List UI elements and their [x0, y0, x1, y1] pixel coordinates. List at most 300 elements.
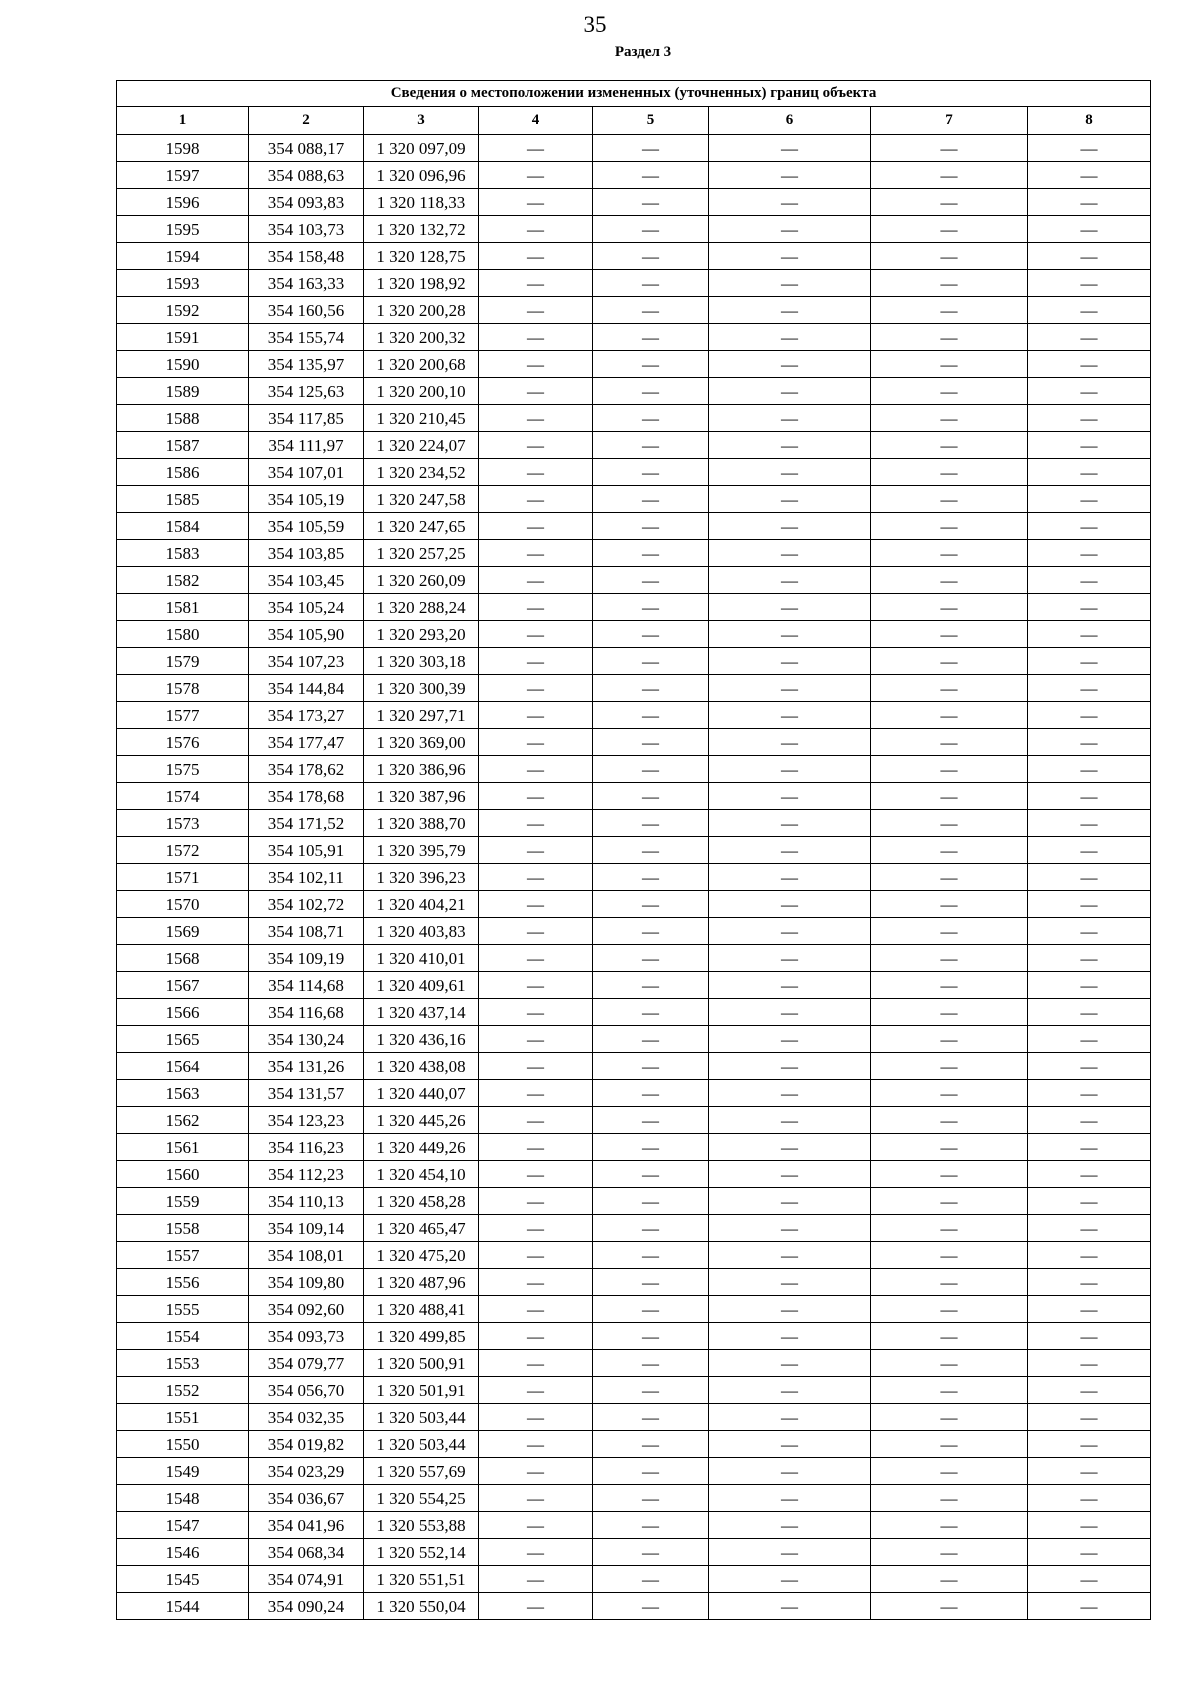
empty-value-cell: —	[709, 810, 871, 837]
empty-value-cell: —	[593, 1134, 709, 1161]
empty-value-cell: —	[871, 432, 1028, 459]
empty-value-cell: —	[479, 162, 593, 189]
y-coordinate-cell: 1 320 454,10	[364, 1161, 479, 1188]
empty-value-cell: —	[479, 378, 593, 405]
column-header-row	[117, 107, 1151, 135]
empty-value-cell: —	[593, 1404, 709, 1431]
empty-value-cell: —	[1028, 1377, 1151, 1404]
empty-value-cell: —	[1028, 243, 1151, 270]
empty-value-cell: —	[479, 513, 593, 540]
empty-value-cell: —	[871, 621, 1028, 648]
y-coordinate-cell: 1 320 409,61	[364, 972, 479, 999]
empty-value-cell: —	[1028, 459, 1151, 486]
point-number-cell: 1568	[117, 945, 249, 972]
empty-value-cell: —	[871, 1512, 1028, 1539]
empty-value-cell: —	[871, 486, 1028, 513]
empty-value-cell: —	[871, 1188, 1028, 1215]
empty-value-cell: —	[1028, 1404, 1151, 1431]
x-coordinate-cell: 354 109,80	[249, 1269, 364, 1296]
empty-value-cell: —	[593, 378, 709, 405]
point-number-cell: 1586	[117, 459, 249, 486]
x-coordinate-cell: 354 105,19	[249, 486, 364, 513]
empty-value-cell: —	[871, 216, 1028, 243]
empty-value-cell: —	[1028, 1242, 1151, 1269]
empty-value-cell: —	[1028, 1593, 1151, 1620]
y-coordinate-cell: 1 320 475,20	[364, 1242, 479, 1269]
empty-value-cell: —	[871, 324, 1028, 351]
table-row	[117, 513, 1151, 540]
empty-value-cell: —	[593, 594, 709, 621]
empty-value-cell: —	[709, 972, 871, 999]
empty-value-cell: —	[871, 837, 1028, 864]
empty-value-cell: —	[709, 513, 871, 540]
table-row	[117, 1458, 1151, 1485]
empty-value-cell: —	[709, 891, 871, 918]
empty-value-cell: —	[709, 1296, 871, 1323]
empty-value-cell: —	[871, 1566, 1028, 1593]
point-number-cell: 1560	[117, 1161, 249, 1188]
empty-value-cell: —	[709, 864, 871, 891]
table-row	[117, 1593, 1151, 1620]
table-row	[117, 945, 1151, 972]
empty-value-cell: —	[593, 432, 709, 459]
empty-value-cell: —	[871, 1215, 1028, 1242]
y-coordinate-cell: 1 320 445,26	[364, 1107, 479, 1134]
x-coordinate-cell: 354 110,13	[249, 1188, 364, 1215]
table-row	[117, 351, 1151, 378]
empty-value-cell: —	[709, 756, 871, 783]
empty-value-cell: —	[871, 1242, 1028, 1269]
empty-value-cell: —	[479, 810, 593, 837]
point-number-cell: 1546	[117, 1539, 249, 1566]
y-coordinate-cell: 1 320 293,20	[364, 621, 479, 648]
x-coordinate-cell: 354 178,68	[249, 783, 364, 810]
empty-value-cell: —	[593, 756, 709, 783]
empty-value-cell: —	[1028, 810, 1151, 837]
empty-value-cell: —	[479, 783, 593, 810]
empty-value-cell: —	[479, 1161, 593, 1188]
x-coordinate-cell: 354 092,60	[249, 1296, 364, 1323]
empty-value-cell: —	[1028, 999, 1151, 1026]
empty-value-cell: —	[1028, 918, 1151, 945]
empty-value-cell: —	[871, 567, 1028, 594]
x-coordinate-cell: 354 160,56	[249, 297, 364, 324]
empty-value-cell: —	[709, 918, 871, 945]
empty-value-cell: —	[593, 1431, 709, 1458]
empty-value-cell: —	[479, 1026, 593, 1053]
table-row	[117, 216, 1151, 243]
empty-value-cell: —	[1028, 189, 1151, 216]
empty-value-cell: —	[709, 729, 871, 756]
empty-value-cell: —	[593, 1080, 709, 1107]
empty-value-cell: —	[709, 1458, 871, 1485]
empty-value-cell: —	[1028, 621, 1151, 648]
empty-value-cell: —	[871, 648, 1028, 675]
table-row	[117, 297, 1151, 324]
y-coordinate-cell: 1 320 437,14	[364, 999, 479, 1026]
empty-value-cell: —	[593, 1350, 709, 1377]
empty-value-cell: —	[709, 459, 871, 486]
x-coordinate-cell: 354 108,01	[249, 1242, 364, 1269]
empty-value-cell: —	[593, 864, 709, 891]
column-header: 5	[593, 107, 709, 135]
table-row	[117, 1350, 1151, 1377]
table-row	[117, 1134, 1151, 1161]
empty-value-cell: —	[1028, 216, 1151, 243]
empty-value-cell: —	[871, 999, 1028, 1026]
empty-value-cell: —	[709, 243, 871, 270]
point-number-cell: 1564	[117, 1053, 249, 1080]
y-coordinate-cell: 1 320 387,96	[364, 783, 479, 810]
point-number-cell: 1585	[117, 486, 249, 513]
empty-value-cell: —	[709, 1512, 871, 1539]
empty-value-cell: —	[709, 432, 871, 459]
empty-value-cell: —	[593, 243, 709, 270]
empty-value-cell: —	[1028, 1188, 1151, 1215]
point-number-cell: 1567	[117, 972, 249, 999]
column-header: 8	[1028, 107, 1151, 135]
empty-value-cell: —	[1028, 945, 1151, 972]
empty-value-cell: —	[593, 486, 709, 513]
empty-value-cell: —	[709, 702, 871, 729]
empty-value-cell: —	[593, 702, 709, 729]
point-number-cell: 1578	[117, 675, 249, 702]
empty-value-cell: —	[593, 972, 709, 999]
y-coordinate-cell: 1 320 128,75	[364, 243, 479, 270]
empty-value-cell: —	[1028, 567, 1151, 594]
y-coordinate-cell: 1 320 438,08	[364, 1053, 479, 1080]
empty-value-cell: —	[479, 837, 593, 864]
y-coordinate-cell: 1 320 198,92	[364, 270, 479, 297]
empty-value-cell: —	[871, 972, 1028, 999]
table-row	[117, 756, 1151, 783]
empty-value-cell: —	[479, 1350, 593, 1377]
point-number-cell: 1582	[117, 567, 249, 594]
empty-value-cell: —	[871, 378, 1028, 405]
empty-value-cell: —	[479, 1404, 593, 1431]
y-coordinate-cell: 1 320 557,69	[364, 1458, 479, 1485]
empty-value-cell: —	[1028, 513, 1151, 540]
table-row	[117, 162, 1151, 189]
x-coordinate-cell: 354 032,35	[249, 1404, 364, 1431]
y-coordinate-cell: 1 320 234,52	[364, 459, 479, 486]
boundary-coordinates-table	[116, 80, 1151, 1620]
table-row	[117, 567, 1151, 594]
point-number-cell: 1544	[117, 1593, 249, 1620]
table-row	[117, 1485, 1151, 1512]
y-coordinate-cell: 1 320 386,96	[364, 756, 479, 783]
empty-value-cell: —	[479, 1215, 593, 1242]
empty-value-cell: —	[1028, 756, 1151, 783]
point-number-cell: 1545	[117, 1566, 249, 1593]
table-row	[117, 702, 1151, 729]
empty-value-cell: —	[871, 1458, 1028, 1485]
y-coordinate-cell: 1 320 403,83	[364, 918, 479, 945]
empty-value-cell: —	[709, 1080, 871, 1107]
empty-value-cell: —	[871, 1593, 1028, 1620]
table-row	[117, 594, 1151, 621]
empty-value-cell: —	[1028, 648, 1151, 675]
point-number-cell: 1593	[117, 270, 249, 297]
empty-value-cell: —	[1028, 1053, 1151, 1080]
empty-value-cell: —	[709, 486, 871, 513]
point-number-cell: 1580	[117, 621, 249, 648]
table-row	[117, 837, 1151, 864]
empty-value-cell: —	[871, 1053, 1028, 1080]
table-row	[117, 972, 1151, 999]
y-coordinate-cell: 1 320 097,09	[364, 135, 479, 162]
empty-value-cell: —	[593, 1161, 709, 1188]
column-header: 2	[249, 107, 364, 135]
table-row	[117, 729, 1151, 756]
x-coordinate-cell: 354 108,71	[249, 918, 364, 945]
empty-value-cell: —	[1028, 486, 1151, 513]
empty-value-cell: —	[1028, 1485, 1151, 1512]
empty-value-cell: —	[479, 351, 593, 378]
x-coordinate-cell: 354 090,24	[249, 1593, 364, 1620]
empty-value-cell: —	[1028, 1512, 1151, 1539]
x-coordinate-cell: 354 117,85	[249, 405, 364, 432]
point-number-cell: 1574	[117, 783, 249, 810]
empty-value-cell: —	[871, 1404, 1028, 1431]
empty-value-cell: —	[593, 513, 709, 540]
y-coordinate-cell: 1 320 487,96	[364, 1269, 479, 1296]
empty-value-cell: —	[709, 270, 871, 297]
empty-value-cell: —	[709, 1269, 871, 1296]
point-number-cell: 1594	[117, 243, 249, 270]
empty-value-cell: —	[479, 243, 593, 270]
table-row	[117, 243, 1151, 270]
table-row	[117, 1512, 1151, 1539]
table-row	[117, 540, 1151, 567]
empty-value-cell: —	[871, 783, 1028, 810]
empty-value-cell: —	[479, 702, 593, 729]
point-number-cell: 1576	[117, 729, 249, 756]
x-coordinate-cell: 354 103,45	[249, 567, 364, 594]
empty-value-cell: —	[1028, 1215, 1151, 1242]
empty-value-cell: —	[593, 621, 709, 648]
table-row	[117, 1080, 1151, 1107]
empty-value-cell: —	[593, 1026, 709, 1053]
x-coordinate-cell: 354 105,91	[249, 837, 364, 864]
y-coordinate-cell: 1 320 410,01	[364, 945, 479, 972]
empty-value-cell: —	[709, 540, 871, 567]
point-number-cell: 1552	[117, 1377, 249, 1404]
column-header: 4	[479, 107, 593, 135]
empty-value-cell: —	[1028, 162, 1151, 189]
empty-value-cell: —	[593, 648, 709, 675]
empty-value-cell: —	[593, 1242, 709, 1269]
y-coordinate-cell: 1 320 500,91	[364, 1350, 479, 1377]
empty-value-cell: —	[593, 1539, 709, 1566]
y-coordinate-cell: 1 320 200,68	[364, 351, 479, 378]
y-coordinate-cell: 1 320 501,91	[364, 1377, 479, 1404]
x-coordinate-cell: 354 105,24	[249, 594, 364, 621]
x-coordinate-cell: 354 163,33	[249, 270, 364, 297]
empty-value-cell: —	[593, 1458, 709, 1485]
point-number-cell: 1595	[117, 216, 249, 243]
empty-value-cell: —	[1028, 972, 1151, 999]
empty-value-cell: —	[593, 1323, 709, 1350]
column-header: 1	[117, 107, 249, 135]
empty-value-cell: —	[593, 162, 709, 189]
empty-value-cell: —	[871, 864, 1028, 891]
empty-value-cell: —	[871, 1377, 1028, 1404]
empty-value-cell: —	[479, 972, 593, 999]
empty-value-cell: —	[709, 162, 871, 189]
table-row	[117, 1404, 1151, 1431]
point-number-cell: 1584	[117, 513, 249, 540]
empty-value-cell: —	[593, 540, 709, 567]
empty-value-cell: —	[479, 1485, 593, 1512]
empty-value-cell: —	[871, 675, 1028, 702]
empty-value-cell: —	[479, 324, 593, 351]
x-coordinate-cell: 354 123,23	[249, 1107, 364, 1134]
empty-value-cell: —	[709, 1026, 871, 1053]
empty-value-cell: —	[709, 1188, 871, 1215]
empty-value-cell: —	[479, 945, 593, 972]
point-number-cell: 1569	[117, 918, 249, 945]
empty-value-cell: —	[479, 1134, 593, 1161]
empty-value-cell: —	[709, 1485, 871, 1512]
x-coordinate-cell: 354 114,68	[249, 972, 364, 999]
table-row	[117, 486, 1151, 513]
empty-value-cell: —	[593, 189, 709, 216]
empty-value-cell: —	[1028, 1080, 1151, 1107]
point-number-cell: 1597	[117, 162, 249, 189]
empty-value-cell: —	[709, 1161, 871, 1188]
y-coordinate-cell: 1 320 550,04	[364, 1593, 479, 1620]
empty-value-cell: —	[709, 1053, 871, 1080]
x-coordinate-cell: 354 088,17	[249, 135, 364, 162]
point-number-cell: 1550	[117, 1431, 249, 1458]
empty-value-cell: —	[479, 999, 593, 1026]
empty-value-cell: —	[1028, 1323, 1151, 1350]
x-coordinate-cell: 354 079,77	[249, 1350, 364, 1377]
empty-value-cell: —	[709, 351, 871, 378]
x-coordinate-cell: 354 155,74	[249, 324, 364, 351]
x-coordinate-cell: 354 103,85	[249, 540, 364, 567]
point-number-cell: 1561	[117, 1134, 249, 1161]
empty-value-cell: —	[593, 1512, 709, 1539]
empty-value-cell: —	[1028, 864, 1151, 891]
empty-value-cell: —	[593, 918, 709, 945]
x-coordinate-cell: 354 116,68	[249, 999, 364, 1026]
empty-value-cell: —	[1028, 837, 1151, 864]
empty-value-cell: —	[871, 1323, 1028, 1350]
empty-value-cell: —	[593, 1296, 709, 1323]
empty-value-cell: —	[479, 1323, 593, 1350]
empty-value-cell: —	[479, 297, 593, 324]
x-coordinate-cell: 354 173,27	[249, 702, 364, 729]
empty-value-cell: —	[479, 567, 593, 594]
empty-value-cell: —	[709, 648, 871, 675]
empty-value-cell: —	[871, 945, 1028, 972]
table-row	[117, 1431, 1151, 1458]
point-number-cell: 1551	[117, 1404, 249, 1431]
y-coordinate-cell: 1 320 369,00	[364, 729, 479, 756]
empty-value-cell: —	[593, 1107, 709, 1134]
empty-value-cell: —	[709, 945, 871, 972]
table-row	[117, 324, 1151, 351]
empty-value-cell: —	[709, 1539, 871, 1566]
y-coordinate-cell: 1 320 210,45	[364, 405, 479, 432]
x-coordinate-cell: 354 131,26	[249, 1053, 364, 1080]
point-number-cell: 1558	[117, 1215, 249, 1242]
x-coordinate-cell: 354 116,23	[249, 1134, 364, 1161]
empty-value-cell: —	[871, 243, 1028, 270]
y-coordinate-cell: 1 320 554,25	[364, 1485, 479, 1512]
empty-value-cell: —	[593, 216, 709, 243]
empty-value-cell: —	[593, 1053, 709, 1080]
table-row	[117, 1269, 1151, 1296]
empty-value-cell: —	[479, 756, 593, 783]
empty-value-cell: —	[709, 297, 871, 324]
empty-value-cell: —	[593, 810, 709, 837]
empty-value-cell: —	[593, 567, 709, 594]
empty-value-cell: —	[479, 1188, 593, 1215]
empty-value-cell: —	[593, 1566, 709, 1593]
empty-value-cell: —	[709, 1593, 871, 1620]
table-caption: Сведения о местоположении измененных (уточненных) границ объекта	[117, 81, 1151, 107]
empty-value-cell: —	[871, 810, 1028, 837]
x-coordinate-cell: 354 041,96	[249, 1512, 364, 1539]
empty-value-cell: —	[593, 729, 709, 756]
x-coordinate-cell: 354 068,34	[249, 1539, 364, 1566]
empty-value-cell: —	[479, 135, 593, 162]
x-coordinate-cell: 354 023,29	[249, 1458, 364, 1485]
y-coordinate-cell: 1 320 488,41	[364, 1296, 479, 1323]
column-header: 3	[364, 107, 479, 135]
x-coordinate-cell: 354 093,73	[249, 1323, 364, 1350]
empty-value-cell: —	[1028, 1458, 1151, 1485]
y-coordinate-cell: 1 320 224,07	[364, 432, 479, 459]
empty-value-cell: —	[871, 513, 1028, 540]
table-row	[117, 648, 1151, 675]
empty-value-cell: —	[709, 1350, 871, 1377]
empty-value-cell: —	[871, 918, 1028, 945]
empty-value-cell: —	[1028, 702, 1151, 729]
empty-value-cell: —	[593, 1215, 709, 1242]
empty-value-cell: —	[1028, 297, 1151, 324]
y-coordinate-cell: 1 320 257,25	[364, 540, 479, 567]
table-row	[117, 405, 1151, 432]
x-coordinate-cell: 354 102,11	[249, 864, 364, 891]
empty-value-cell: —	[871, 405, 1028, 432]
empty-value-cell: —	[709, 567, 871, 594]
empty-value-cell: —	[871, 1269, 1028, 1296]
empty-value-cell: —	[709, 999, 871, 1026]
empty-value-cell: —	[871, 594, 1028, 621]
empty-value-cell: —	[871, 1350, 1028, 1377]
point-number-cell: 1596	[117, 189, 249, 216]
table-row	[117, 189, 1151, 216]
column-header: 6	[709, 107, 871, 135]
empty-value-cell: —	[593, 1485, 709, 1512]
x-coordinate-cell: 354 109,14	[249, 1215, 364, 1242]
empty-value-cell: —	[709, 405, 871, 432]
empty-value-cell: —	[1028, 891, 1151, 918]
y-coordinate-cell: 1 320 499,85	[364, 1323, 479, 1350]
empty-value-cell: —	[1028, 675, 1151, 702]
empty-value-cell: —	[871, 189, 1028, 216]
empty-value-cell: —	[593, 1377, 709, 1404]
empty-value-cell: —	[1028, 1296, 1151, 1323]
table-row	[117, 675, 1151, 702]
empty-value-cell: —	[709, 1242, 871, 1269]
empty-value-cell: —	[709, 216, 871, 243]
y-coordinate-cell: 1 320 303,18	[364, 648, 479, 675]
